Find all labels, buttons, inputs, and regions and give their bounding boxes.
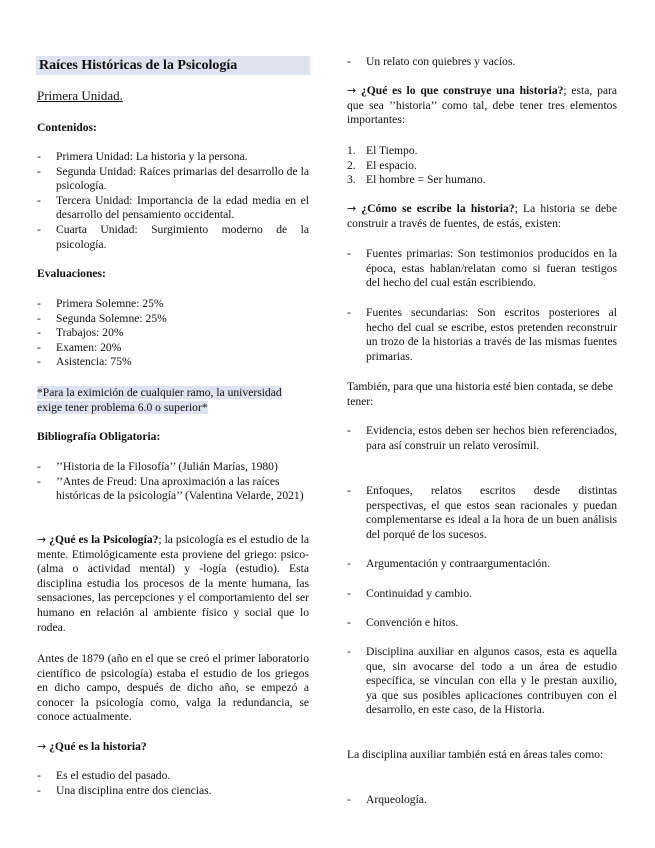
bien-contada-item-evidencia xyxy=(347,424,617,453)
fuentes-list-secundarias xyxy=(347,306,617,364)
list-item: - Tercera Unidad: Importancia de la edad media en el desarrollo del pensamiento occidental. xyxy=(37,194,309,223)
list-item: - Arqueología. xyxy=(347,793,617,808)
bien-contada-item-convencion xyxy=(347,616,617,631)
list-item: - ’’Antes de Freud: Una aproximación a las raíces históricas de la psicología’’ (Valentina Velarde, 2021) xyxy=(37,475,309,504)
bien-contada-intro: También, para que una historia esté bien contada, se debe tener: xyxy=(347,380,614,408)
unit-heading: Primera Unidad. xyxy=(37,88,123,103)
list-item: - Continuidad y cambio. xyxy=(347,587,617,602)
historia-list-continued xyxy=(347,55,617,70)
construye-paragraph xyxy=(347,84,617,128)
bien-contada-item-argumentacion xyxy=(347,557,617,572)
bien-contada-item-enfoques xyxy=(347,484,617,542)
list-item: - Fuentes primarias: Son testimonios producidos en la época, estas hablan/relatan como si fueran testigos del hecho del cual están escribiendo. xyxy=(347,247,617,291)
antes-1879-paragraph: Antes de 1879 (año en el que se creó el primer laboratorio científico de psicología) estaba el estudio de los griegos en dicho campo, después de dicho año, se empezó a conocer la psicología como, valga la redundancia, se conoce actualmente. xyxy=(37,652,309,724)
evaluaciones-list xyxy=(37,297,309,370)
psicologia-question: ¿Qué es la Psicología? xyxy=(49,533,159,546)
list-number: 2. xyxy=(347,158,356,172)
eximicion-note xyxy=(37,386,309,415)
right-arrow-icon: → xyxy=(347,84,357,97)
list-item: - Trabajos: 20% xyxy=(37,326,309,341)
list-item: - Es el estudio del pasado. xyxy=(37,769,309,784)
fuentes-list xyxy=(347,247,617,291)
list-number: 1. xyxy=(347,144,356,157)
bibliografia-list xyxy=(37,460,309,504)
right-arrow-icon: → xyxy=(37,533,47,546)
list-item: - Asistencia: 75% xyxy=(37,355,309,370)
list-item: - ’’Historia de la Filosofía’’ (Julián Marías, 1980) xyxy=(37,460,309,475)
bibliografia-heading: Bibliografía Obligatoria: xyxy=(37,430,161,443)
construye-numbered-list xyxy=(347,144,617,188)
list-item: - Primera Unidad: La historia y la persona. xyxy=(37,150,309,165)
psicologia-text: ; la psicología es el estudio de la mente. Etimológicamente esta proviene del griego: psico- (alma o actividad mental) y -logía (estudio). Esta disciplina estudia los procesos de la mente humana, las sensaciones, las percepciones y el comportamiento del ser humano en relación al ambiente físico y social que lo rodea. xyxy=(37,533,309,634)
list-item: - Segunda Solemne: 25% xyxy=(37,312,309,327)
historia-list xyxy=(37,769,309,798)
auxiliar-list xyxy=(347,793,617,808)
contenidos-list xyxy=(37,150,309,252)
list-item: - Disciplina auxiliar en algunos casos, esta es aquella que, sin avocarse del todo a un área de estudio específica, se vinculan con ella y le prestan auxilio, ya que sus posibles aplicaciones contribuyen con el desarrollo, en este caso, de la Historia. xyxy=(347,645,617,718)
highlighted-note-text: *Para la eximición de cualquier ramo, la universidad exige tener problema 6.0 o superior* xyxy=(37,386,282,414)
contenidos-heading: Contenidos: xyxy=(37,121,97,134)
list-item xyxy=(347,144,617,159)
right-arrow-icon: → xyxy=(347,202,357,215)
list-item: - Argumentación y contraargumentación. xyxy=(347,557,617,572)
list-item: - Segunda Unidad: Raíces primarias del desarrollo de la psicología. xyxy=(37,165,309,194)
escribe-paragraph xyxy=(347,202,617,231)
list-item: - Cuarta Unidad: Surgimiento moderno de la psicología. xyxy=(37,223,309,252)
list-item: - Una disciplina entre dos ciencias. xyxy=(37,784,309,799)
evaluaciones-heading: Evaluaciones: xyxy=(37,267,106,280)
list-number: 3. xyxy=(347,173,356,187)
right-arrow-icon: → xyxy=(37,740,47,753)
list-item: - Evidencia, estos deben ser hechos bien referenciados, para así construir un relato verosímil. xyxy=(347,424,617,453)
list-item-text: El hombre = Ser humano. xyxy=(366,173,486,187)
list-item xyxy=(347,159,617,174)
auxiliar-intro: La disciplina auxiliar también está en áreas tales como: xyxy=(347,748,604,761)
list-item-text: El espacio. xyxy=(366,158,417,172)
document-title: Raíces Históricas de la Psicología xyxy=(36,56,310,75)
list-item: - Fuentes secundarias: Son escritos posteriores al hecho del cual se escribe, estos pretenden reconstruir un trozo de la historias a través de las mismas fuentes primarias. xyxy=(347,306,617,364)
escribe-text: ; La historia se debe construir a través de fuentes, de estás, existen: xyxy=(347,202,617,230)
list-item xyxy=(347,173,617,188)
list-item: - Convención e hitos. xyxy=(347,616,617,631)
construye-question: ¿Qué es lo que construye una historia? xyxy=(360,84,564,97)
list-item: - Primera Solemne: 25% xyxy=(37,297,309,312)
historia-question-line xyxy=(37,740,309,755)
list-item: - Un relato con quiebres y vacíos. xyxy=(347,55,617,70)
list-item: - Enfoques, relatos escritos desde distintas perspectivas, el que estos sean racionales y puedan complementarse es ideal a la hora de un buen análisis del porqué de los sucesos. xyxy=(347,484,617,542)
escribe-question: ¿Cómo se escribe la historia? xyxy=(361,202,515,215)
psicologia-paragraph xyxy=(37,533,309,635)
list-item: - Examen: 20% xyxy=(37,341,309,356)
bien-contada-item-disciplina xyxy=(347,645,617,718)
list-item-text: El Tiempo. xyxy=(366,144,418,157)
historia-question: ¿Qué es la historia? xyxy=(49,740,147,753)
bien-contada-item-continuidad xyxy=(347,587,617,602)
construye-text: ; esta, para que sea ’’historia’’ como tal, debe tener tres elementos importantes: xyxy=(347,84,618,127)
